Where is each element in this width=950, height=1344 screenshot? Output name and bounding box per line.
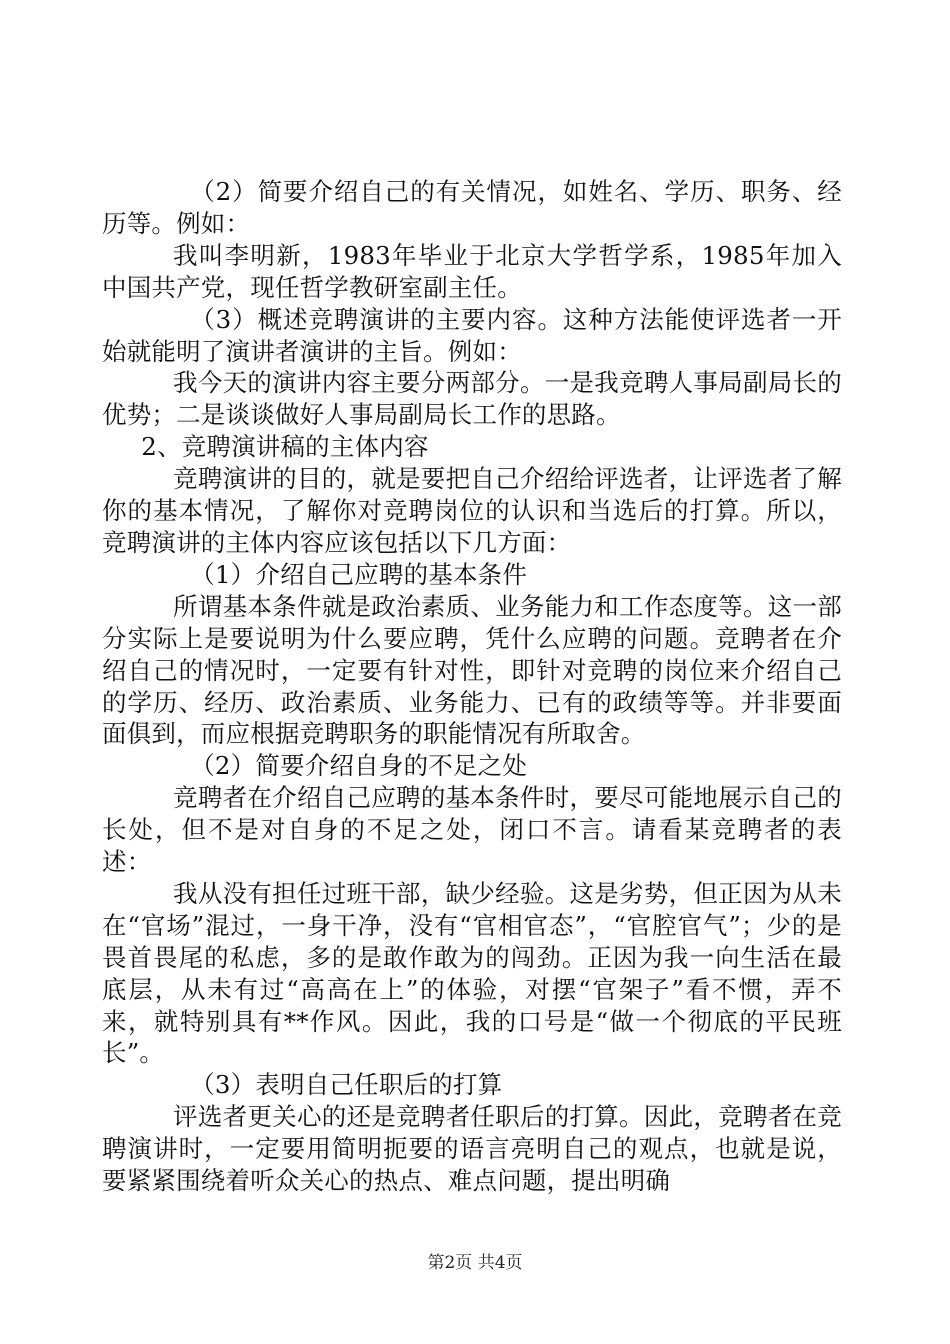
section-heading-main-content: 2、竞聘演讲稿的主体内容 [141,432,429,462]
paragraph-item-3-summary: （3）概述竞聘演讲的主要内容。这种方法能使评选者一开始就能明了演讲者演讲的主旨。例如： [102,304,842,366]
paragraph-shortcomings: 竞聘者在介绍自己应聘的基本条件时，要尽可能地展示自己的长处，但不是对自身的不足之处，闭口不言。请看某竞聘者的表述： [102,783,842,877]
page-number-footer: 第2页 共4页 [427,1253,523,1273]
paragraph-example-3: 我从没有担任过班干部，缺少经验。这是劣势，但正因为从未在“官场”混过，一身干净，没有“官相官态”，“官腔官气”；少的是畏首畏尾的私虑，多的是敢作敢为的闯劲。正因为我一向生活在最底层，从未有过“高高在上”的体验，对摆“官架子”看不惯，弄不来，就特别具有**作风。因此，我的口号是“做一个彻底的平民班长”。 [102,878,842,1068]
paragraph-example-1: 我叫李明新，1983年毕业于北京大学哲学系，1985年加入中国共产党，现任哲学教研室副主任。 [102,240,842,302]
subheading-plans: （3）表明自己任职后的打算 [190,1070,503,1100]
paragraph-purpose: 竞聘演讲的目的，就是要把自己介绍给评选者，让评选者了解你的基本情况，了解你对竞聘岗位的认识和当选后的打算。所以，竞聘演讲的主体内容应该包括以下几方面： [102,464,842,557]
paragraph-plans: 评选者更关心的还是竞聘者任职后的打算。因此，竞聘者在竞聘演讲时，一定要用简明扼要的语言亮明自己的观点，也就是说，要紧紧围绕着听众关心的热点、难点问题，提出明确 [102,1102,842,1196]
paragraph-example-2: 我今天的演讲内容主要分两部分。一是我竞聘人事局副局长的优势；二是谈谈做好人事局副局长工作的思路。 [102,368,842,430]
subheading-shortcomings: （2）简要介绍自身的不足之处 [190,751,528,781]
subheading-basic-conditions: （1）介绍自己应聘的基本条件 [190,559,528,589]
paragraph-basic-conditions: 所谓基本条件就是政治素质、业务能力和工作态度等。这一部分实际上是要说明为什么要应聘，凭什么应聘的问题。竞聘者在介绍自己的情况时，一定要有针对性，即针对竞聘的岗位来介绍自己的学历、经历、政治素质、业务能力、已有的政绩等等。并非要面面俱到，而应根据竞聘职务的职能情况有所取舍。 [102,591,842,749]
document-body [102,176,842,1197]
paragraph-item-2-intro: （2）简要介绍自己的有关情况，如姓名、学历、职务、经历等。例如： [102,177,842,238]
